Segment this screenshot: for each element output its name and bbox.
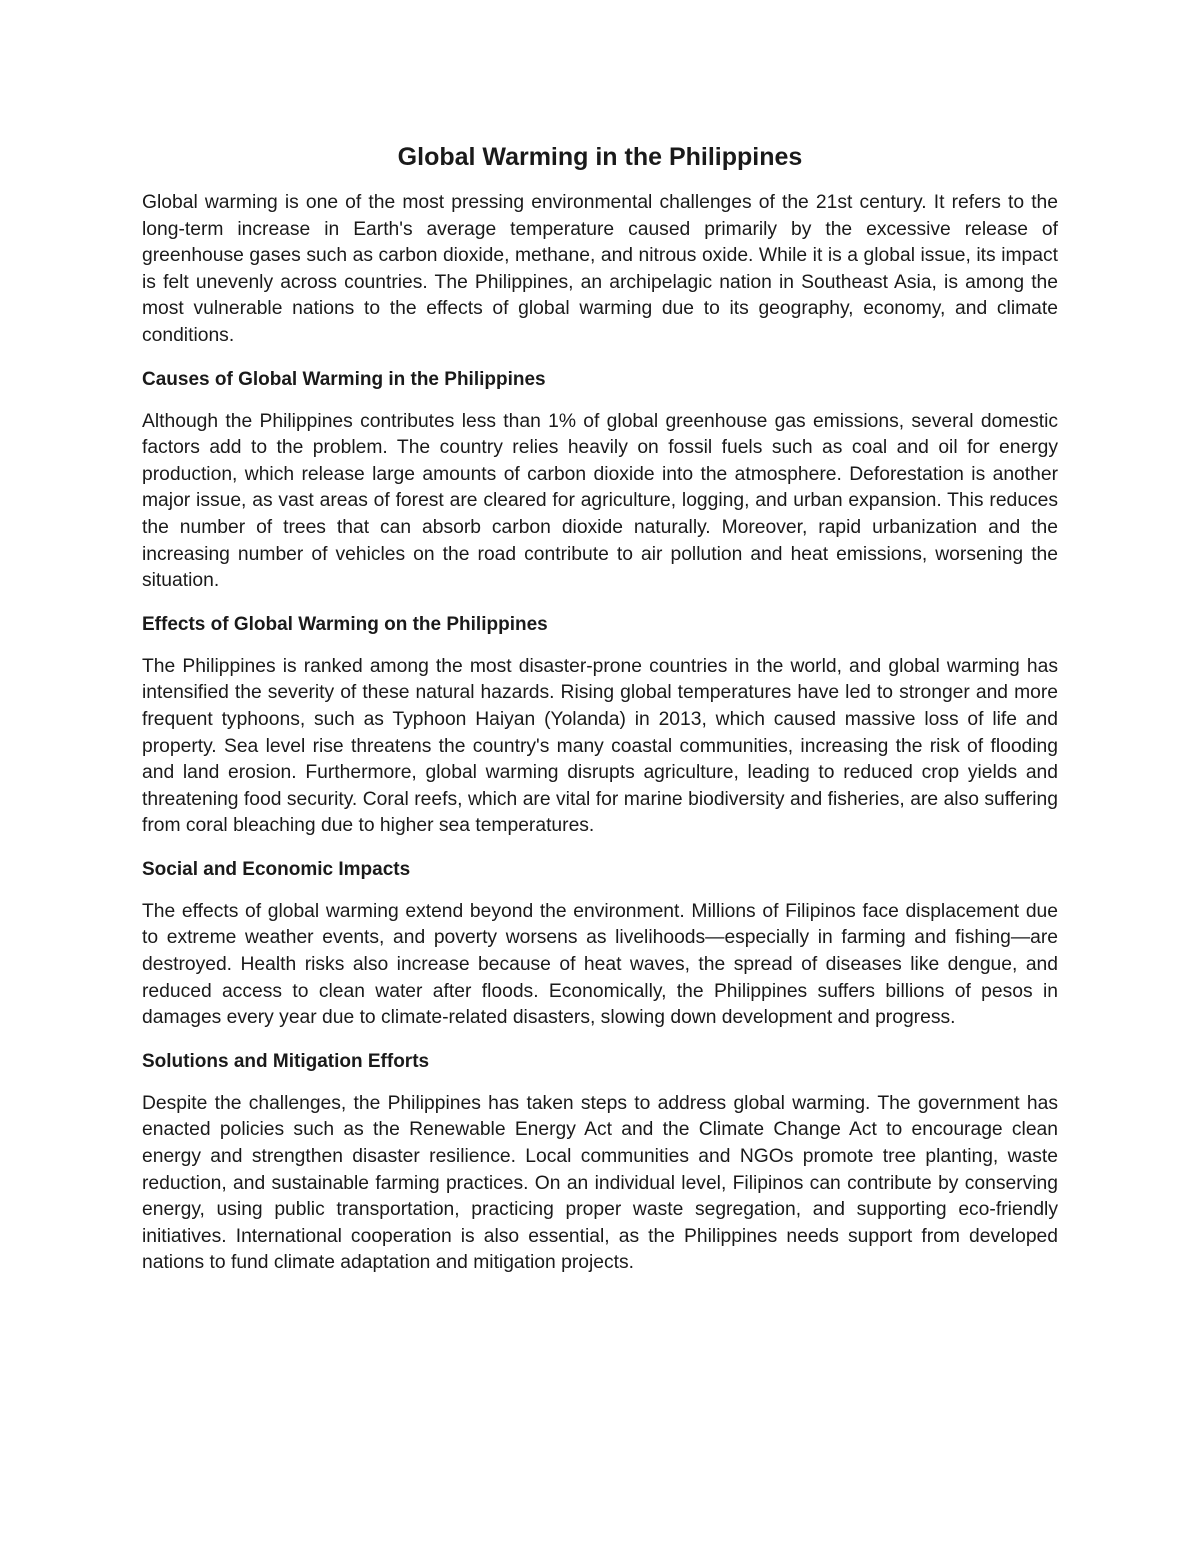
section-body-causes: Although the Philippines contributes less than 1% of global greenhouse gas emissions, several domestic factors add to the problem. The country relies heavily on fossil fuels such as coal and oil for energy production, which release large amounts of carbon dioxide into the atmosphere. Deforestation is another major issue, as vast areas of forest are cleared for agriculture, logging, and urban expansion. This reduces the number of trees that can absorb carbon dioxide naturally. Moreover, rapid urbanization and the increasing number of vehicles on the road contribute to air pollution and heat emissions, worsening the situation. xyxy=(142,410,1058,592)
intro-paragraph: Global warming is one of the most pressing environmental challenges of the 21st century. It refers to the long-term increase in Earth's average temperature caused primarily by the excessive release of greenhouse gases such as carbon dioxide, methane, and nitrous oxide. While it is a global issue, its impact is felt unevenly across countries. The Philippines, an archipelagic nation in Southeast Asia, is among the most vulnerable nations to the effects of global warming due to its geography, economy, and climate conditions. xyxy=(142,192,1058,346)
section-body-solutions: Despite the challenges, the Philippines has taken steps to address global warming. The government has enacted policies such as the Renewable Energy Act and the Climate Change Act to encourage clean energy and strengthen disaster resilience. Local communities and NGOs promote tree planting, waste reduction, and sustainable farming practices. On an individual level, Filipinos can contribute by conserving energy, using public transportation, practicing proper waste segregation, and supporting eco-friendly initiatives. International cooperation is also essential, as the Philippines needs support from developed nations to fund climate adaptation and mitigation projects. xyxy=(142,1092,1058,1274)
section-heading-solutions: Solutions and Mitigation Efforts xyxy=(142,1050,430,1072)
section-solutions xyxy=(142,1049,1058,1277)
section-body-effects: The Philippines is ranked among the most disaster-prone countries in the world, and global warming has intensified the severity of these natural hazards. Rising global temperatures have led to stronger and more frequent typhoons, such as Typhoon Haiyan (Yolanda) in 2013, which caused massive loss of life and property. Sea level rise threatens the country's many coastal communities, increasing the risk of flooding and land erosion. Furthermore, global warming disrupts agriculture, leading to reduced crop yields and threatening food security. Coral reefs, which are vital for marine biodiversity and fisheries, are also suffering from coral bleaching due to higher sea temperatures. xyxy=(142,655,1058,837)
page-title: Global Warming in the Philippines xyxy=(397,143,803,171)
document-page xyxy=(142,140,1058,1294)
section-heading-effects: Effects of Global Warming on the Philippines xyxy=(142,613,548,635)
section-causes xyxy=(142,367,1058,595)
section-heading-social-economic: Social and Economic Impacts xyxy=(142,858,411,880)
section-body-social-economic: The effects of global warming extend beyond the environment. Millions of Filipinos face displacement due to extreme weather events, and poverty worsens as livelihoods—especially in farming and fishing—are destroyed. Health risks also increase because of heat waves, the spread of diseases like dengue, and reduced access to clean water after floods. Economically, the Philippines suffers billions of pesos in damages every year due to climate-related disasters, slowing down development and progress. xyxy=(142,900,1058,1029)
section-social-economic xyxy=(142,857,1058,1032)
section-heading-causes: Causes of Global Warming in the Philippines xyxy=(142,368,546,390)
section-effects xyxy=(142,612,1058,840)
